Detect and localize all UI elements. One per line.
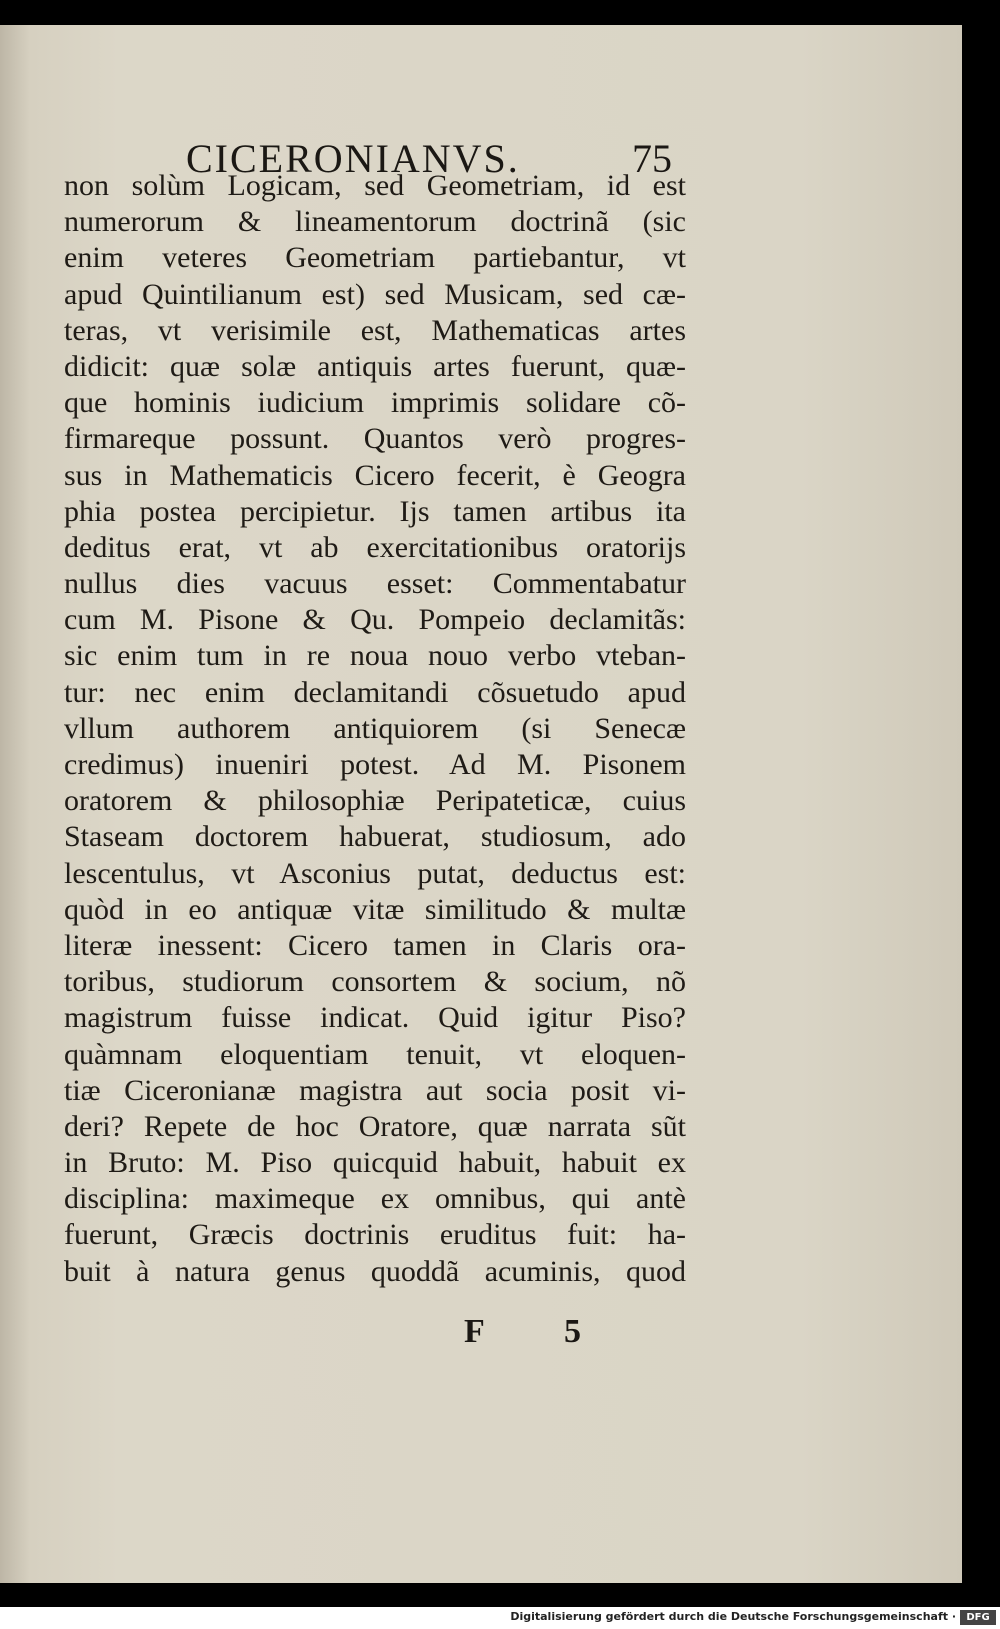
body-text — [64, 168, 686, 1290]
text-line: oratorem & philosophiæ Peripateticæ, cuius — [64, 784, 686, 818]
text-line: tur: nec enim declamitandi cõsuetudo apud — [64, 675, 686, 709]
page-number: 75 — [632, 136, 672, 181]
text-line: enim veteres Geometriam partiebantur, vt — [64, 241, 686, 275]
text-line: deditus erat, vt ab exercitationibus oratorijs — [64, 530, 686, 564]
text-line: fuerunt, Græcis doctrinis eruditus fuit: ha- — [64, 1218, 686, 1252]
text-line: non solùm Logicam, sed Geometriam, id est — [64, 169, 686, 202]
text-line: disciplina: maximeque ex omnibus, qui antè — [64, 1182, 686, 1216]
text-line: phia postea percipietur. Ijs tamen artibus ita — [64, 494, 686, 528]
text-line: Staseam doctorem habuerat, studiosum, ado — [64, 820, 686, 854]
text-line: tiæ Ciceronianæ magistra aut socia posit vi- — [64, 1073, 686, 1107]
funding-credit: Digitalisierung gefördert durch die Deutsche Forschungsgemeinschaft · — [510, 1610, 956, 1623]
text-line: cum M. Pisone & Qu. Pompeio declamitãs: — [64, 603, 686, 637]
text-line: magistrum fuisse indicat. Quid igitur Piso? — [64, 1001, 686, 1035]
text-line: deri? Repete de hoc Oratore, quæ narrata sũt — [64, 1109, 686, 1143]
text-line: vllum authorem antiquiorem (si Senecæ — [64, 711, 686, 745]
text-line: lescentulus, vt Asconius putat, deductus est: — [64, 856, 686, 890]
dfg-logo: DFG — [960, 1610, 996, 1625]
text-line: toribus, studiorum consortem & socium, nõ — [64, 965, 686, 999]
digitization-footer — [0, 1607, 1000, 1629]
text-line: quòd in eo antiquæ vitæ similitudo & multæ — [64, 892, 686, 926]
text-line: quàmnam eloquentiam tenuit, vt eloquen- — [64, 1037, 686, 1071]
text-line: credimus) inueniri potest. Ad M. Pisonem — [64, 748, 686, 781]
text-line: literæ inessent: Cicero tamen in Claris ora- — [64, 928, 686, 962]
book-page — [0, 25, 962, 1583]
text-line: in Bruto: M. Piso quicquid habuit, habuit ex — [64, 1146, 686, 1180]
text-line: buit à natura genus quoddã acuminis, quod — [64, 1254, 686, 1288]
text-line: firmareque possunt. Quantos verò progres- — [64, 422, 686, 456]
text-line: didicit: quæ solæ antiquis artes fuerunt, quæ- — [64, 349, 686, 383]
signature-mark: F 5 — [464, 1313, 618, 1350]
text-line: teras, vt verisimile est, Mathematicas artes — [64, 313, 686, 347]
text-line: sus in Mathematicis Cicero fecerit, è Geogra — [64, 458, 686, 492]
text-line: nullus dies vacuus esset: Commentabatur — [64, 567, 686, 601]
text-line: que hominis iudicium imprimis solidare cõ- — [64, 386, 686, 420]
text-line: numerorum & lineamentorum doctrinã (sic — [64, 205, 686, 239]
text-line: sic enim tum in re noua nouo verbo vteban- — [64, 639, 686, 673]
running-head: CICERONIANVS. — [186, 136, 520, 181]
text-line: apud Quintilianum est) sed Musicam, sed cæ- — [64, 277, 686, 311]
